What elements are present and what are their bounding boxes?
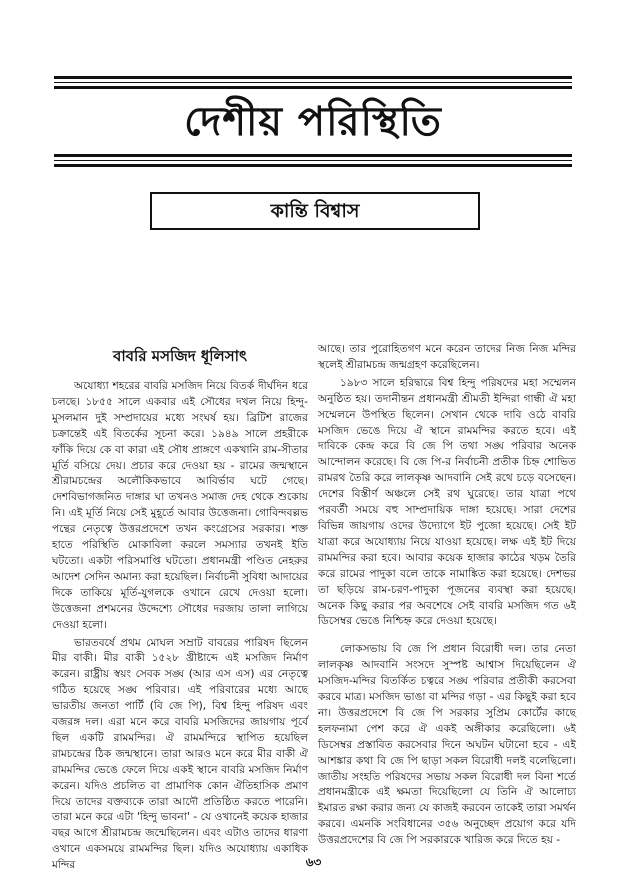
paragraph: ১৯৮৩ সালে হরিদ্বারে বিশ্ব হিন্দু পরিষদের মহা সম্মেলন অনুষ্ঠিত হয়। তদানীন্তন প্রধানমন্ত্রী শ্রীমতী ইন্দিরা গান্ধী ঐ মহা সম্মেলনে উপস্থিত ছিলেন। সেখান থেকে দাবি ওঠে বাবরি মসজিদ ভেঙে দিয়ে ঐ স্থানে রামমন্দির করতে হবে। এই দাবিকে কেন্দ্র করে বি জে পি তথা সঙ্ঘ পরিবার অনেক আন্দোলন করেছে। বি জে পি-র নির্বাচনী প্রতীক চিহ্ন শোভিত রামরথ তৈরি করে লালকৃষ্ণ আদবানি সেই রথে চড়ে বসেছেন। দেশের বিস্তীর্ণ অঞ্চলে সেই রথ ঘুরেছে। তার যাত্রা পথে পরবর্তী সময়ে বহু সাম্প্রদায়িক দাঙ্গা হয়েছে। সারা দেশের বিভিন্ন জায়গায় ওদের উদ্যোগে ইট পুজো হয়েছে। সেই ইট যাত্রা করে অযোধ্যায় নিয়ে যাওয়া হয়েছে। লক্ষ এই ইট দিয়ে রামমন্দির করা হবে। আবার কয়েক হাজার কাঠের খড়ম তৈরি করে রামের পাদুকা বলে তাকে নামাঙ্কিত করা হয়েছে। দেশভর তা ছড়িয়ে রাম-চরণ-পাদুকা পূজনের ব্যবস্থা করা হয়েছে। অনেক কিছু করার পর অবশেষে সেই বাবরি মসজিদ গত ৬ই ডিসেম্বর ভেঙে নিশ্চিহ্ন করে দেওয়া হয়েছে। [318, 376, 576, 628]
paragraph: অযোধ্যা শহরের বাবরি মসজিদ নিয়ে বিতর্ক দীর্ঘদিন ধরে চলছে। ১৮৫৫ সালে একবার এই সৌধের দখল নিয়ে হিন্দু-মুসলমান দুই সম্প্রদায়ের মধ্যে সংঘর্ষ হয়। ব্রিটিশ রাজের চক্রান্তেই এই বিতর্কের সূচনা করে। ১৯৪৯ সালে প্রহরীকে ফাঁকি দিয়ে কে বা কারা এই সৌধ প্রাঙ্গণে একখানি রাম-সীতার মূর্তি বসিয়ে দেয়। প্রচার করে দেওয়া হয় - রামের জন্মস্থানে শ্রীরামচন্দ্রের অলৌকিকভাবে আবির্ভাব ঘটে গেছে। দেশবিভাগজনিত দাঙ্গার ঘা তখনও সমাজ দেহ থেকে শুকোয় নি। এই মূর্তি নিয়ে সেই মুহূর্তে আবার উত্তেজনা। গোবিন্দবল্লভ পন্থের নেতৃত্বে উত্তরপ্রদেশে তখন কংগ্রেসের সরকার। শক্ত হাতে পরিস্থিতি মোকাবিলা করলে সমস্যার তখনই ইতি ঘটতো। একটা পরিসমাপ্তি ঘটতো। প্রধানমন্ত্রী পণ্ডিত নেহরুর আদেশ সেদিন অমান্য করা হয়েছিল। নির্বাচনী সুবিধা আদায়ের দিকে তাকিয়ে মূর্তি-যুগলকে ওখানে রেখে দেওয়া হলো। উত্তেজনা প্রশমনের উদ্দেশ্যে সৌধের দরজায় তালা লাগিয়ে দেওয়া হলো। [52, 380, 308, 631]
bottom-rule-thick [54, 154, 572, 157]
top-rule-thick-lower [54, 86, 572, 89]
left-column [52, 345, 308, 874]
right-column [318, 342, 576, 849]
paragraph: লোকসভায় বি জে পি প্রধান বিরোধী দল। তার নেতা লালকৃষ্ণ আদবানি সংসদে সুস্পষ্ট আশ্বাস দিয়েছিলেন ঐ মসজিদ-মন্দির বিতর্কিত চত্বরে সঙ্ঘ পরিবার প্রতীকী করসেবা করবে মাত্র। মসজিদ ভাঙা বা মন্দির গড়া - এর কিছুই করা হবে না। উত্তরপ্রদেশে বি জে পি সরকার সুপ্রিম কোর্টের কাছে হলফনামা পেশ করে ঐ একই অঙ্গীকার করেছিলো। ৬ই ডিসেম্বর প্রস্তাবিত করসেবার দিনে অঘটন ঘটানো হবে - এই আশঙ্কার কথা বি জে পি ছাড়া সকল বিরোধী দলই বলেছিলো। জাতীয় সংহতি পরিষদের সভায় সকল বিরোধী দল বিনা শর্তে প্রধানমন্ত্রীকে এই ক্ষমতা দিয়েছিলো যে তিনি ঐ আলোচ্য ইমারত রক্ষা করার জন্য যে কাজই করবেন তাকেই তারা সমর্থন করবে। এমনকি সংবিধানের ৩৫৬ অনুচ্ছেদ প্রয়োগ করে যদি উত্তরপ্রদেশের বি জে পি সরকারকে খারিজ করে দিতে হয় - [318, 643, 576, 847]
bottom-rule-thin [54, 160, 572, 161]
bottom-rule-thick-lower [54, 164, 572, 167]
author-box: কান্তি বিশ্বাস [150, 192, 480, 230]
top-rule-thick [54, 76, 572, 79]
paragraph: আছে। তার পুরোহিতগণ মনে করেন তাদের নিজ নিজ মন্দির স্থলেই শ্রীরামচন্দ্র জন্মগ্রহণ করেছিলেন। [318, 343, 576, 371]
paragraph: ভারতবর্ষে প্রথম মোঘল সম্রাট বাবরের পারিষদ ছিলেন মীর বাকী। মীর বাকী ১৫২৮ খ্রীষ্টাব্দে এই মসজিদ নির্মাণ করেন। রাষ্ট্রীয় স্বয়ং সেবক সঙ্ঘ (আর এস এস) এর নেতৃত্বে গঠিত হয়েছে সঙ্ঘ পরিবার। এই পরিবারের মধ্যে আছে ভারতীয় জনতা পার্টি (বি জে পি), বিশ্ব হিন্দু পরিষদ এবং বজরঙ্গ দল। এরা মনে করে বাবরি মসজিদের জায়গায় পূর্বে ছিল একটি রামমন্দির। ঐ রামমন্দিরে স্থাপিত হয়েছিল রামচন্দ্রের ঠিক জন্মস্থানে। তারা আরও মনে করে মীর বাকী ঐ রামমন্দির ভেঙে ফেলে দিয়ে একই স্থানে বাবরি মসজিদ নির্মাণ করেন। যদিও প্রচলিত বা প্রামাণিক কোন ঐতিহাসিক প্রমাণ দিয়ে তাদের বক্তব্যকে তারা আদৌ প্রতিষ্ঠিত করতে পারেনি। তারা মনে করে এটা 'হিন্দু ভাবনা' - যে ওখানেই কয়েক হাজার বছর আগে শ্রীরামচন্দ্র জন্মেছিলেন। এবং এটাও তাদের ধারণা ওখানে একসময়ে রামমন্দির ছিল। যদিও অযোধ্যায় একাধিক মন্দির [52, 636, 308, 872]
page-number: ৬৩ [305, 855, 322, 869]
page-title: দেশীয় পরিস্থিতি [184, 98, 442, 145]
section-heading: বাবরি মসজিদ ধূলিসাৎ [112, 347, 247, 365]
top-rule-thin [54, 82, 572, 83]
